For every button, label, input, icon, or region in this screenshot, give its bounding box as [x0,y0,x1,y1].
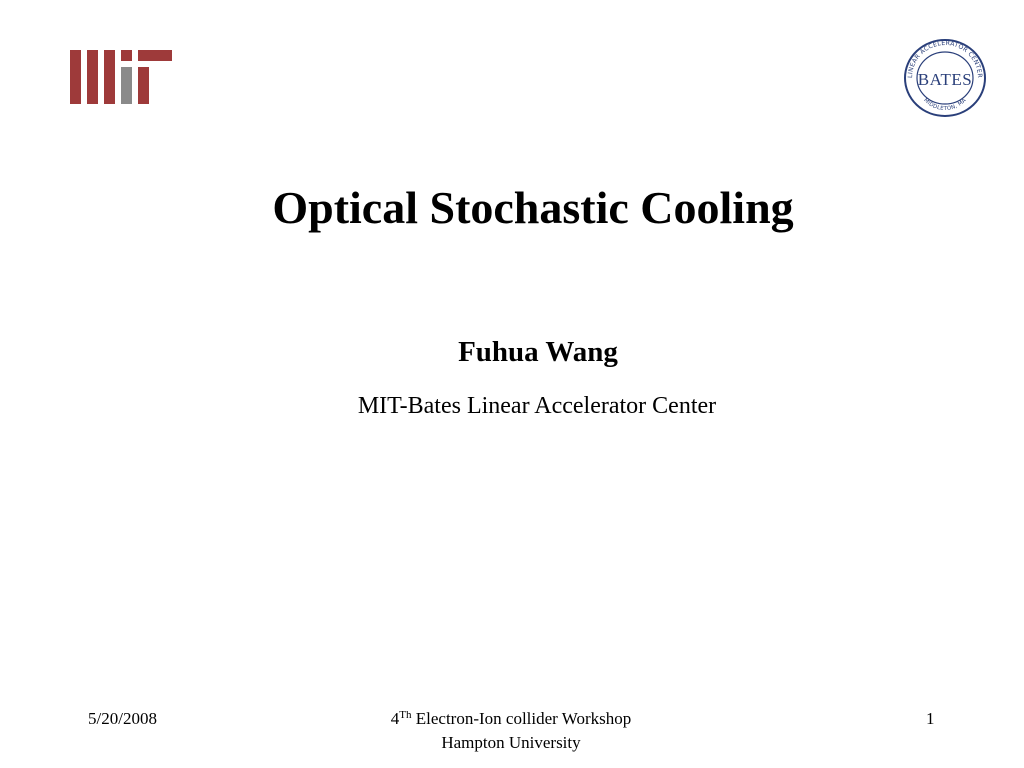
svg-text:MIDDLETON, MA: MIDDLETON, MA [922,97,968,113]
author-name: Fuhua Wang [458,336,618,368]
footer-workshop-superscript: Th [399,709,412,721]
mit-logo-bar [121,50,132,61]
mit-logo-bar [138,67,149,104]
slide-title: Optical Stochastic Cooling [272,182,794,233]
mit-logo [70,50,172,104]
mit-logo-bar [87,50,98,104]
mit-logo-bar [138,50,172,61]
svg-text:BATES: BATES [917,70,973,89]
mit-logo-bar [121,67,132,104]
author-affiliation: MIT-Bates Linear Accelerator Center [357,393,717,419]
bates-seal-logo [903,38,987,118]
footer-workshop-line [360,707,662,731]
footer-workshop-number: 4 [390,709,400,728]
footer-page-number: 1 [926,709,935,728]
footer-venue: Hampton University [441,733,581,752]
footer-event [360,707,662,755]
mit-logo-bar [104,50,115,104]
svg-text:LINEAR ACCELERATOR CENTER: LINEAR ACCELERATOR CENTER [906,39,984,79]
footer-date: 5/20/2008 [88,709,157,728]
mit-logo-bar [70,50,81,104]
footer-workshop-title: Electron-Ion collider Workshop [411,709,632,728]
